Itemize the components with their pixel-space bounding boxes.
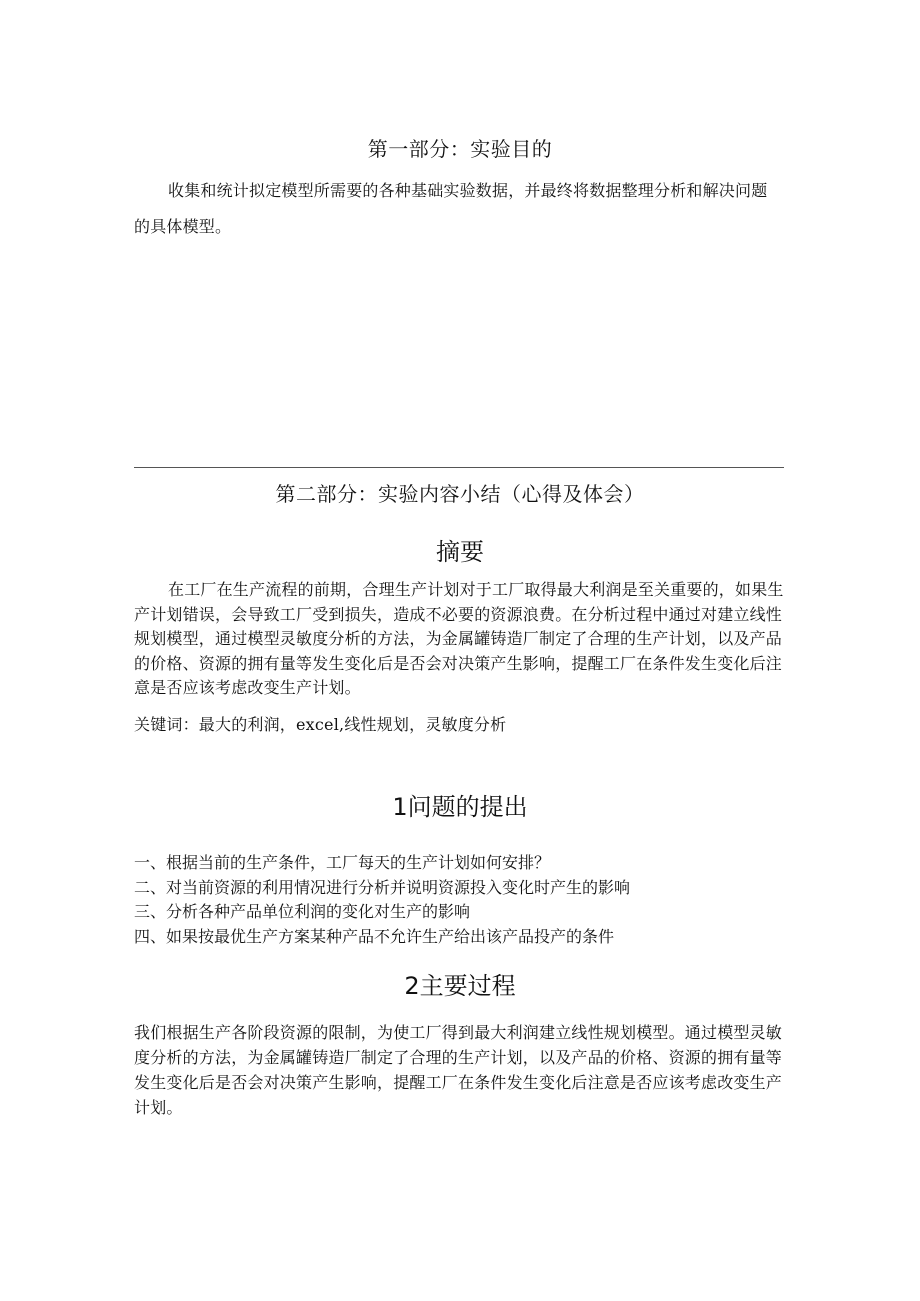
section2-body: 我们根据生产各阶段资源的限制，为使工厂得到最大利润建立线性规划模型。通过模型灵敏度分析的方法，为金属罐铸造厂制定了合理的生产计划，以及产品的价格、资源的拥有量等发生变化后是否会对决策产生影响，提醒工厂在条件发生变化后注意是否应该考虑改变生产计划。 bbox=[134, 1023, 783, 1117]
list-item: 二、对当前资源的利用情况进行分析并说明资源投入变化时产生的影响 bbox=[134, 877, 631, 897]
part2-title: 第二部分：实验内容小结（心得及体会） bbox=[275, 482, 645, 506]
part1-body: 收集和统计拟定模型所需要的各种基础实验数据，并最终将数据整理分析和解决问题的具体模型。 bbox=[134, 181, 768, 236]
section1-heading: 1问题的提出 bbox=[392, 793, 528, 821]
list-item: 四、如果按最优生产方案某种产品不允许生产给出该产品投产的条件 bbox=[134, 927, 615, 947]
part1-title: 第一部分：实验目的 bbox=[367, 137, 553, 161]
keywords-line: 关键词：最大的利润，excel,线性规划，灵敏度分析 bbox=[134, 715, 507, 734]
abstract-body: 在工厂在生产流程的前期，合理生产计划对于工厂取得最大利润是至关重要的，如果生产计划错误，会导致工厂受到损失，造成不必要的资源浪费。在分析过程中通过对建立线性规划模型，通过模型灵敏度分析的方法，为金属罐铸造厂制定了合理的生产计划，以及产品的价格、资源的拥有量等发生变化后是否会对决策产生影响，提醒工厂在条件发生变化后注意是否应该考虑改变生产计划。 bbox=[134, 580, 784, 697]
list-item: 三、分析各种产品单位利润的变化对生产的影响 bbox=[134, 902, 471, 922]
abstract-heading: 摘要 bbox=[436, 538, 484, 566]
question-list bbox=[134, 851, 794, 950]
section-divider bbox=[134, 467, 784, 468]
section2-heading: 2主要过程 bbox=[404, 972, 516, 1000]
list-item: 一、根据当前的生产条件，工厂每天的生产计划如何安排？ bbox=[134, 853, 551, 872]
